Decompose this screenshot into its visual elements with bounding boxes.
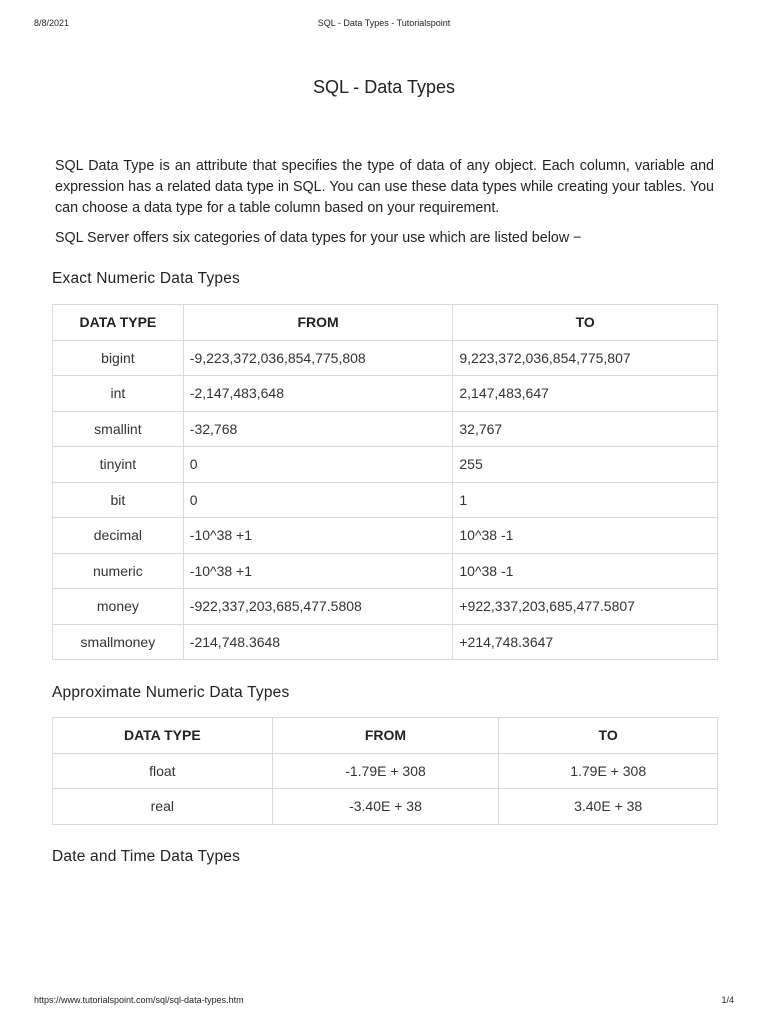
print-footer (34, 995, 734, 1007)
approximate-numeric-table (52, 717, 718, 825)
table-row (53, 518, 718, 554)
intro-paragraph: SQL Data Type is an attribute that specifies the type of data of any object. Each column, variable and expression has a related data type in SQL. You can use these data types while creating your tables. You can choose a data type for a table column based on your requirement. (55, 158, 714, 216)
intro-paragraph-categories: SQL Server offers six categories of data types for your use which are listed below − (55, 230, 582, 246)
cell-data-type: bit (53, 482, 184, 518)
cell-to: 10^38 -1 (453, 518, 718, 554)
table-row (53, 340, 718, 376)
column-header-from: FROM (183, 305, 453, 341)
exact-numeric-table (52, 304, 718, 660)
cell-to: 32,767 (453, 411, 718, 447)
cell-from: -10^38 +1 (183, 553, 453, 589)
cell-to: 255 (453, 447, 718, 483)
print-url[interactable]: https://www.tutorialspoint.com/sql/sql-data-types.htm (34, 995, 244, 1005)
cell-from: -32,768 (183, 411, 453, 447)
print-header (34, 18, 734, 30)
column-header-from: FROM (272, 718, 499, 754)
table-row (53, 624, 718, 660)
cell-data-type: decimal (53, 518, 184, 554)
table-header-row (53, 305, 718, 341)
section-heading-exact-numeric: Exact Numeric Data Types (52, 270, 240, 287)
column-header-to: TO (499, 718, 718, 754)
cell-from: -3.40E + 38 (272, 789, 499, 825)
page-number: 1/4 (721, 995, 734, 1005)
table-row (53, 589, 718, 625)
cell-data-type: tinyint (53, 447, 184, 483)
cell-to: 2,147,483,647 (453, 376, 718, 412)
column-header-to: TO (453, 305, 718, 341)
table-row (53, 447, 718, 483)
cell-to: 1.79E + 308 (499, 753, 718, 789)
cell-to: +214,748.3647 (453, 624, 718, 660)
table-header-row (53, 718, 718, 754)
table-row (53, 753, 718, 789)
cell-to: 1 (453, 482, 718, 518)
table-row (53, 482, 718, 518)
cell-from: 0 (183, 482, 453, 518)
cell-to: 3.40E + 38 (499, 789, 718, 825)
column-header-data-type: DATA TYPE (53, 718, 273, 754)
cell-to: 10^38 -1 (453, 553, 718, 589)
section-heading-date-time: Date and Time Data Types (52, 848, 241, 865)
table-row (53, 411, 718, 447)
cell-data-type: money (53, 589, 184, 625)
cell-data-type: float (53, 753, 273, 789)
cell-data-type: real (53, 789, 273, 825)
table-row (53, 376, 718, 412)
cell-data-type: numeric (53, 553, 184, 589)
table-row (53, 789, 718, 825)
cell-to: +922,337,203,685,477.5807 (453, 589, 718, 625)
column-header-data-type: DATA TYPE (53, 305, 184, 341)
cell-data-type: int (53, 376, 184, 412)
cell-data-type: smallint (53, 411, 184, 447)
cell-from: -922,337,203,685,477.5808 (183, 589, 453, 625)
cell-from: 0 (183, 447, 453, 483)
cell-from: -2,147,483,648 (183, 376, 453, 412)
cell-from: -9,223,372,036,854,775,808 (183, 340, 453, 376)
cell-data-type: bigint (53, 340, 184, 376)
cell-from: -214,748.3648 (183, 624, 453, 660)
print-document-title: SQL - Data Types - Tutorialspoint (317, 18, 451, 28)
cell-from: -1.79E + 308 (272, 753, 499, 789)
table-row (53, 553, 718, 589)
print-date: 8/8/2021 (34, 18, 70, 28)
page-title: SQL - Data Types (312, 77, 456, 97)
cell-to: 9,223,372,036,854,775,807 (453, 340, 718, 376)
cell-from: -10^38 +1 (183, 518, 453, 554)
section-heading-approximate-numeric: Approximate Numeric Data Types (52, 684, 290, 701)
cell-data-type: smallmoney (53, 624, 184, 660)
